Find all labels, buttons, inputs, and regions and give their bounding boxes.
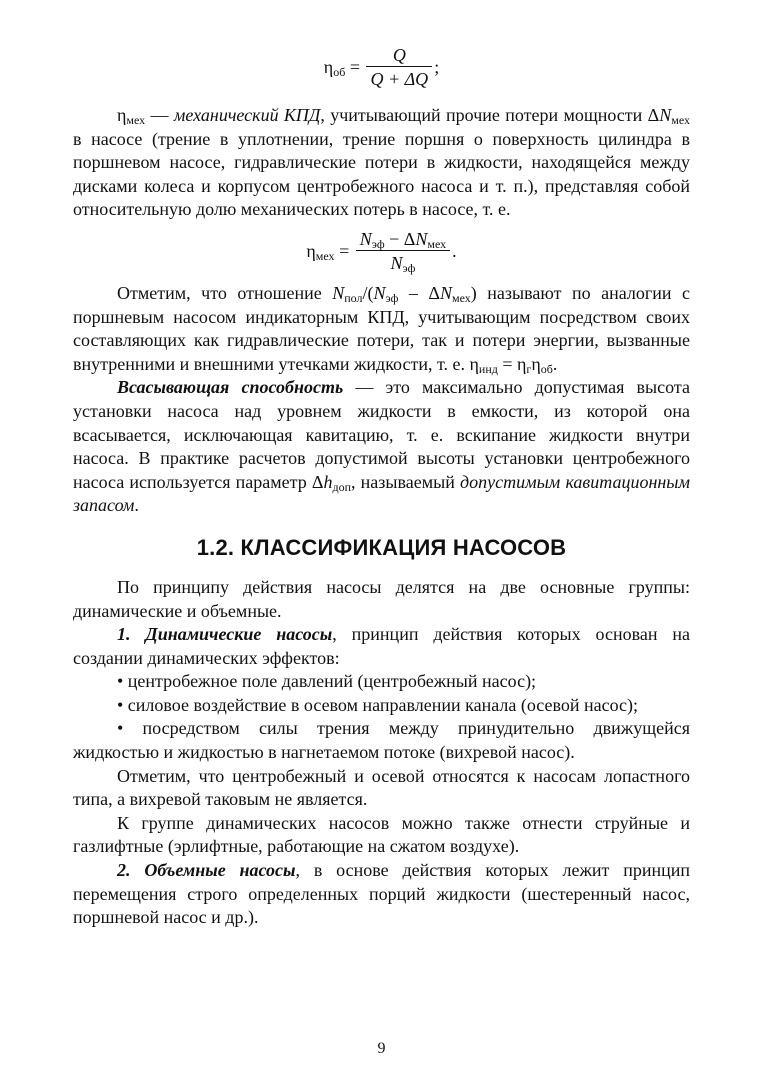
formula-fraction: [366, 46, 432, 88]
page-content: [73, 46, 690, 930]
formula-lhs: $\eta_{об}$ =: [323, 57, 360, 79]
formula-eta-mech: [73, 228, 690, 275]
formula-eta-ob: [73, 46, 690, 88]
formula-numerator: Q: [366, 46, 432, 67]
section-heading: 1.2. КЛАССИФИКАЦИЯ НАСОСОВ: [196, 534, 567, 560]
formula2-numerator: $N_{эф} - \Delta N_{мех}$: [356, 230, 450, 251]
paragraph-vane-type-note: Отметим, что центробежный и осевой относятся к насосам лопастного типа, а вихревой таковым не является.: [73, 765, 690, 810]
page-number: 9: [377, 1040, 386, 1057]
paragraph-indicator-efficiency: Отметим, что отношение $N_{пол}/(N_{эф} - \Delta N_{мех})$ называют по аналогии с поршневым насосом индикаторным КПД, учитывающим посредством своих составляющих как гидравлические потери, так и потери энергии, вызванные внутренними и внешними утечками жидкости, т. е. $\eta_{инд} = \eta_г\eta_{об}$.: [73, 282, 691, 376]
paragraph-dynamic-pumps: 1. Динамические насосы, принцип действия которых основан на создании динамических эффектов:: [73, 624, 690, 668]
formula2-tail: .: [452, 240, 457, 261]
formula2-denominator: $N_{эф}$: [390, 252, 416, 275]
paragraph-mechanical-efficiency: $\eta_{мех}$ — механический КПД, учитывающий прочие потери мощности $\Delta N_{мех}$ в насосе (трение в уплотнении, трение поршня о поверхность цилиндра в поршневом насосе, гидравлические потери в жидкости, находящейся между дисками колеса и корпусом центробежного насоса и т. п.), представляя собой относительную долю механических потерь в насосе, т. е.: [73, 105, 691, 220]
paragraph-jet-pumps: К группе динамических насосов можно также отнести струйные и газлифтные (эрлифтные, работающие на сжатом воздухе).: [73, 812, 690, 857]
paragraph-pump-groups: По принципу действия насосы делятся на две основные группы: динамические и объемные.: [73, 576, 690, 621]
list-item: • силовое воздействие в осевом направлении канала (осевой насос);: [117, 694, 639, 715]
formula-tail: ;: [434, 57, 440, 77]
list-item: • центробежное поле давлений (центробежный насос);: [117, 671, 537, 692]
list-item: • посредством силы трения между принудительно движущейся жидкостью и жидкостью в нагнетаемом потоке (вихревой насос).: [73, 718, 690, 763]
formula2-fraction: [356, 228, 450, 275]
formula2-lhs: $\eta_{мех}$ =: [306, 240, 350, 263]
paragraph-positive-displacement: 2. Объемные насосы, в основе действия которых лежит принцип перемещения строго определенных порций жидкости (шестеренный насос, поршневой насос и др.).: [73, 860, 690, 928]
formula-denominator: Q + ΔQ: [370, 69, 429, 89]
paragraph-suction-capacity: Всасывающая способность — это максимально допустимая высота установки насоса над уровнем жидкости в емкости, из которой она всасывается, исключающая кавитацию, т. е. вскипание жидкости внутри насоса. В практике расчетов допустимой высоты установки центробежного насоса используется параметр $\Delta h_{доп}$, называемый допустимым кавитационным запасом.: [73, 377, 690, 516]
